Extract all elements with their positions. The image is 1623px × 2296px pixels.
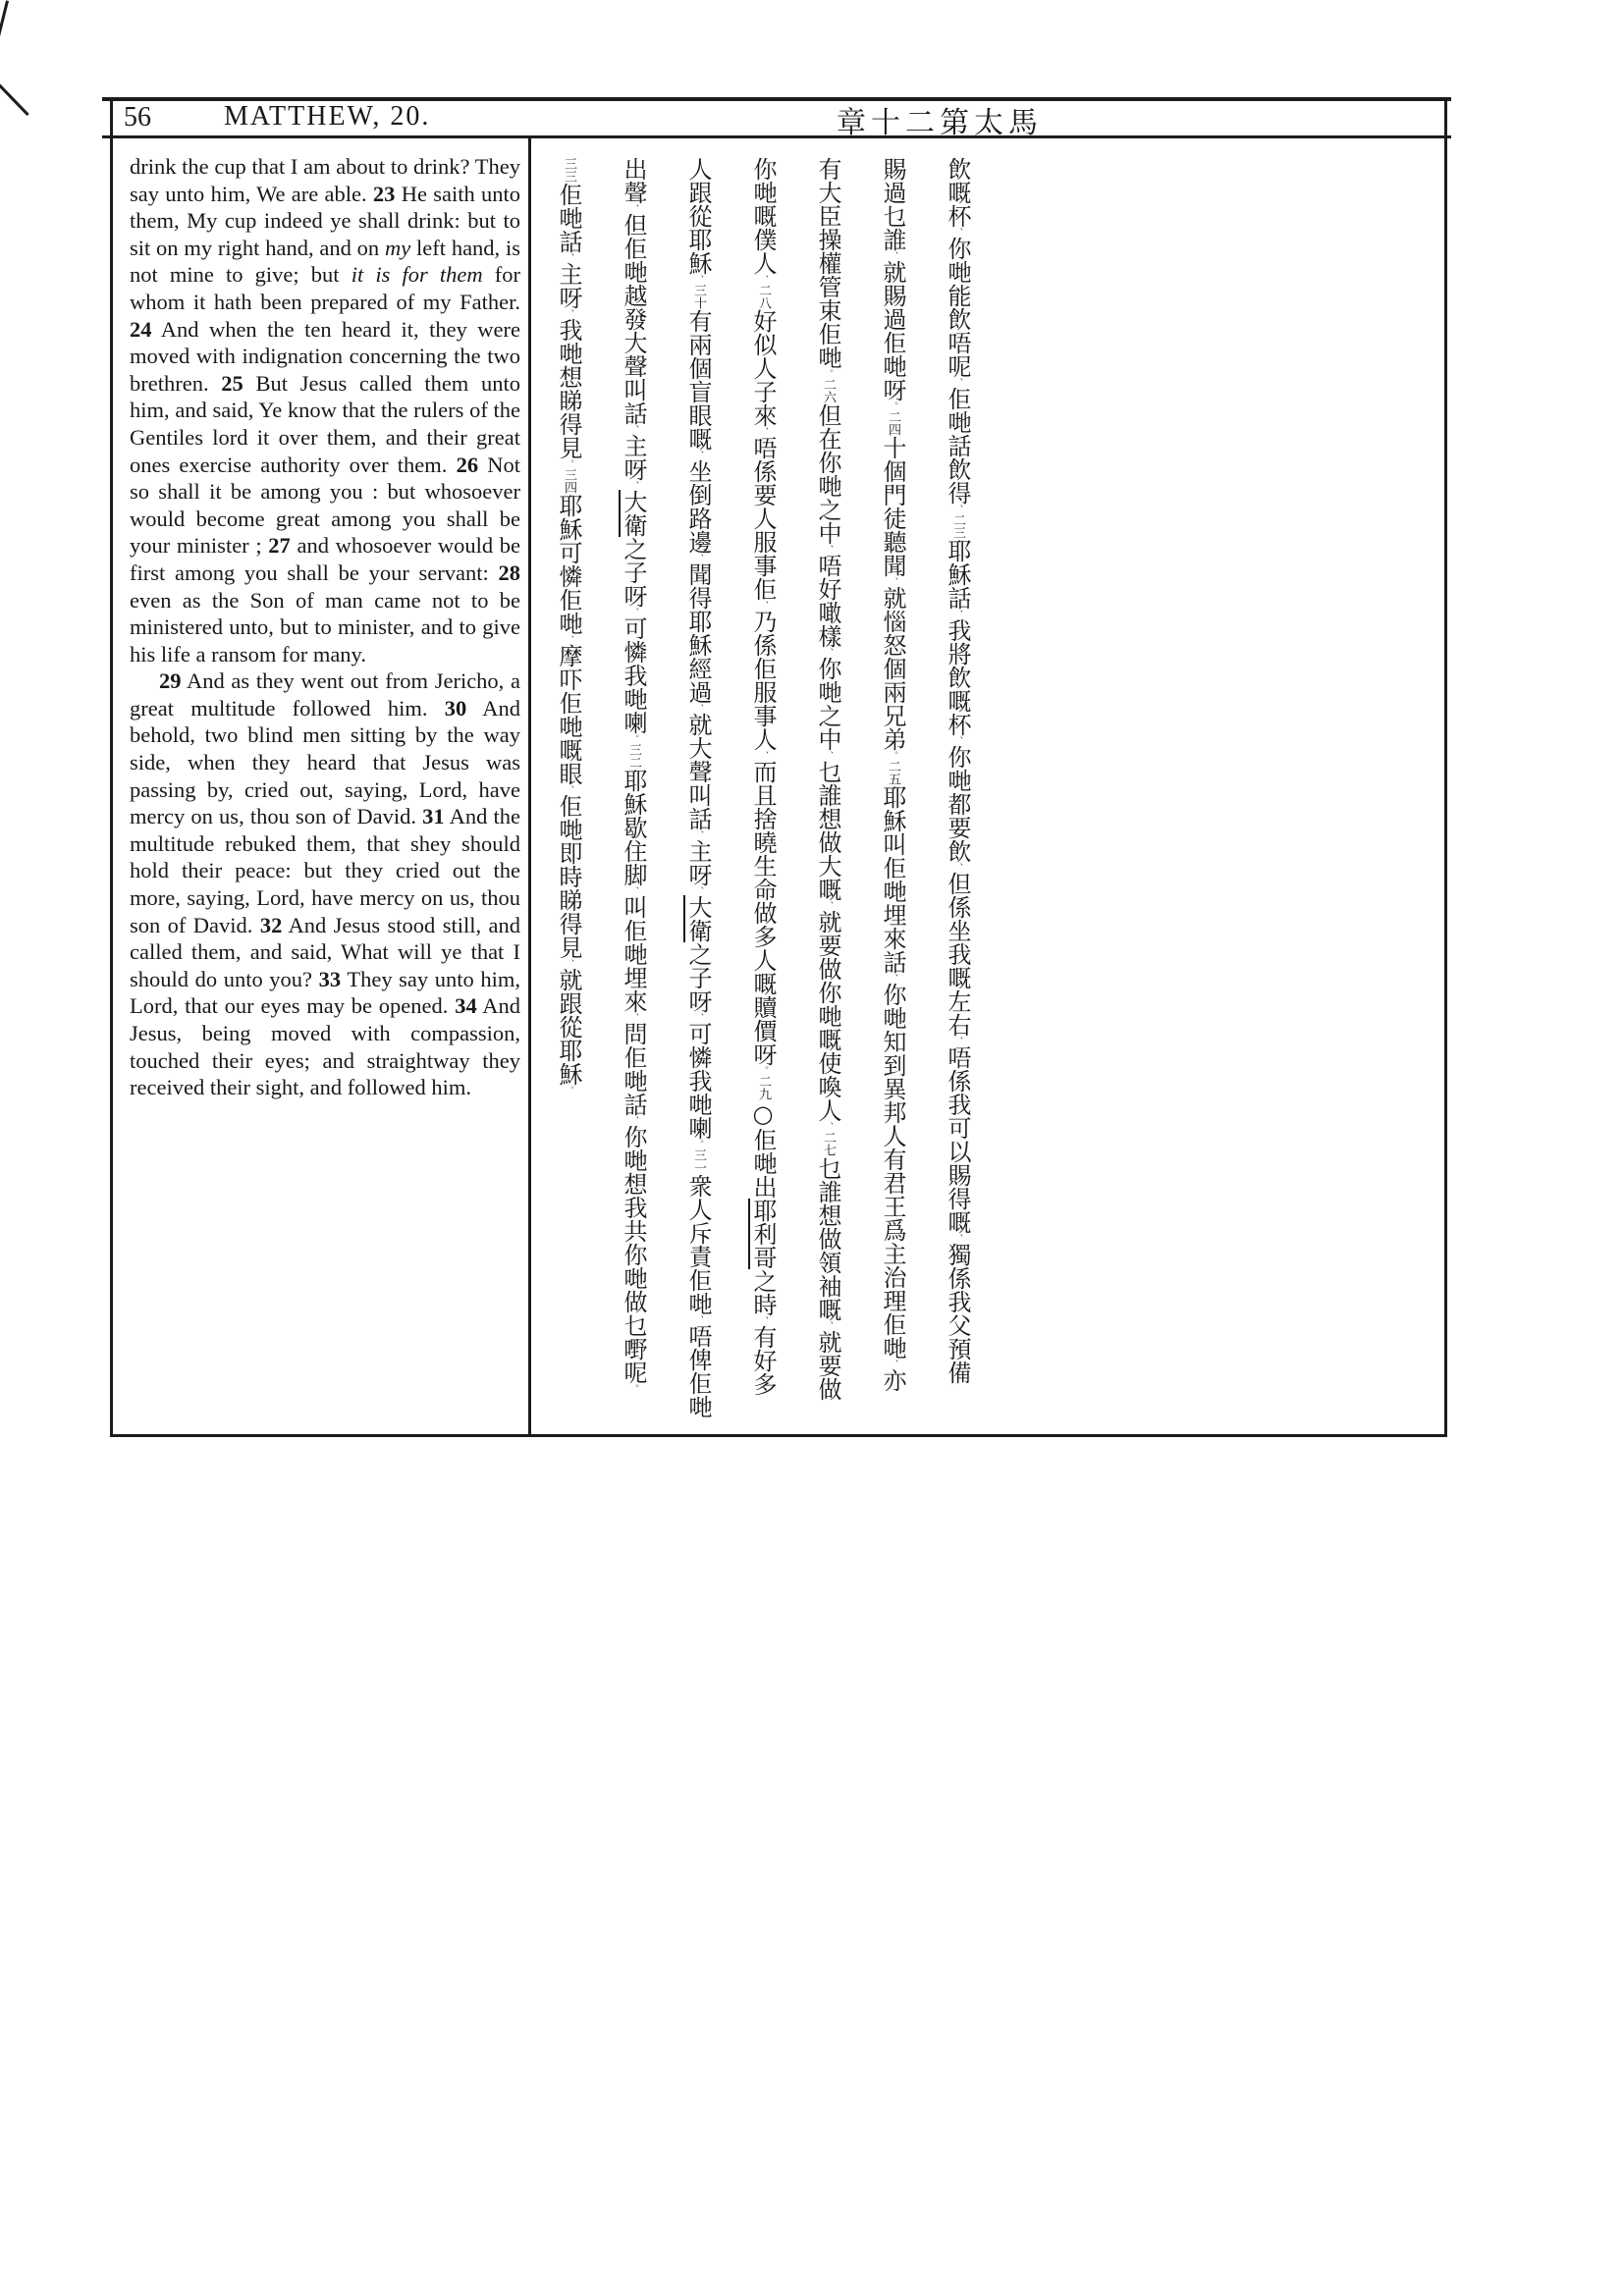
proper-noun-mark: 大衛 bbox=[684, 895, 712, 942]
punctuation: 、 bbox=[628, 1013, 638, 1022]
verse-number: 34 bbox=[455, 993, 477, 1019]
punctuation: 。 bbox=[888, 751, 897, 760]
punctuation: 。 bbox=[628, 734, 638, 743]
punctuation: 、 bbox=[952, 1234, 962, 1243]
punctuation: 、 bbox=[888, 251, 897, 260]
english-run: And Jesus, being moved with compassion, touched their eyes; and straightway they received their sight, and followed him. bbox=[130, 993, 520, 1100]
punctuation: 、 bbox=[758, 275, 768, 284]
punctuation: 。 bbox=[628, 1384, 638, 1393]
english-run: He saith unto them, My cup indeed ye shall drink: but to sit on my right hand, and on bbox=[130, 181, 521, 260]
column-divider-line bbox=[528, 135, 531, 1437]
english-run: And Jesus stood still, and called them, and said, What will ye that I should do unto you? bbox=[130, 912, 520, 991]
english-run: And when the ten heard it, they were moved with indignation concerning the two brethren. bbox=[130, 316, 520, 396]
verse-number-note: 二六 bbox=[821, 378, 836, 403]
punctuation: 。 bbox=[888, 401, 897, 410]
punctuation: 、 bbox=[952, 378, 962, 387]
punctuation: 、 bbox=[823, 1321, 833, 1330]
english-run: it is for them bbox=[351, 262, 483, 288]
punctuation: 、 bbox=[952, 863, 962, 872]
punctuation: 、 bbox=[564, 253, 573, 262]
english-run: They say unto him, Lord, that our eyes may be opened. bbox=[130, 966, 520, 1019]
punctuation: 、 bbox=[628, 425, 638, 434]
verse-number-note: 二三 bbox=[950, 513, 965, 539]
chinese-column: 出聲、但佢哋越發大聲叫話、主呀、大衛之子呀、可憐我哋喇。三二耶穌歇住脚、叫佢哋埋來、問佢哋話、你哋想我共你哋做乜嘢呢。 bbox=[620, 157, 647, 1393]
punctuation: 、 bbox=[823, 1122, 833, 1131]
verse-number-note: 二九 bbox=[756, 1075, 771, 1100]
english-run: left hand, is not mine to give; but bbox=[130, 235, 520, 288]
punctuation: 、 bbox=[628, 608, 638, 616]
verse-number-note: 二八 bbox=[756, 284, 771, 309]
punctuation: 、 bbox=[693, 554, 703, 562]
english-run: even as the Son of man came not to be ministered unto, but to minister, and to give his life a ransom for many. bbox=[130, 587, 520, 667]
verse-number: 31 bbox=[422, 804, 445, 829]
punctuation: 、 bbox=[888, 577, 897, 586]
punctuation: 、 bbox=[952, 736, 962, 745]
punctuation: 、 bbox=[758, 427, 768, 436]
verse-number-note: 三十 bbox=[691, 284, 706, 309]
proper-noun-mark: 耶利哥 bbox=[749, 1199, 777, 1269]
chinese-column: 賜過乜誰、就賜過佢哋呀。二四十個門徒聽聞、就惱怒個兩兄弟。二五耶穌叫佢哋埋來話、你哋知到異邦人有君王爲主治理佢哋、亦 bbox=[879, 157, 906, 1392]
verse-number: 23 bbox=[372, 181, 396, 206]
verse-number: 28 bbox=[498, 560, 520, 585]
punctuation: 、 bbox=[628, 481, 638, 490]
english-run: And as they went out from Jericho, a great multitude followed him. bbox=[130, 668, 520, 721]
page-number: 56 bbox=[124, 102, 151, 133]
verse-number-note: 三一 bbox=[691, 1148, 706, 1174]
running-head-english: MATTHEW, 20. bbox=[224, 101, 431, 132]
punctuation: 。 bbox=[564, 459, 573, 468]
punctuation: 、 bbox=[952, 1037, 962, 1045]
punctuation: 、 bbox=[823, 751, 833, 760]
verse-number: 26 bbox=[456, 452, 479, 477]
verse-number: 25 bbox=[221, 370, 243, 396]
punctuation: 、 bbox=[823, 545, 833, 554]
verse-number: 29 bbox=[159, 668, 182, 694]
punctuation: 、 bbox=[628, 1116, 638, 1125]
punctuation: 、 bbox=[823, 648, 833, 657]
chinese-column: 飲嘅杯、你哋能飲唔呢、佢哋話飲得、二三耶穌話、我將飲嘅杯、你哋都要飲、但係坐我嘅左右、唔係我可以賜得嘅、獨係我父預備 bbox=[944, 157, 971, 1384]
english-paragraph bbox=[130, 667, 520, 1101]
punctuation: 、 bbox=[952, 610, 962, 618]
proper-noun-mark: 大衛 bbox=[620, 490, 647, 537]
punctuation: 、 bbox=[758, 751, 768, 760]
page-curl-mark-left bbox=[0, 0, 9, 48]
punctuation: 、 bbox=[693, 451, 703, 459]
page-curl-mark-right bbox=[0, 59, 29, 116]
verse-number-note: 二五 bbox=[886, 760, 900, 785]
punctuation: 、 bbox=[758, 1316, 768, 1325]
punctuation: 、 bbox=[888, 974, 897, 983]
punctuation: 、 bbox=[564, 785, 573, 794]
english-run: my bbox=[384, 235, 411, 260]
chinese-column: 三三佢哋話、主呀、我哋想睇得見。三四耶穌可憐佢哋、摩吓佢哋嘅眼、佢哋即時睇得見、就跟從耶穌。 bbox=[555, 157, 582, 1095]
verse-number: 32 bbox=[259, 912, 283, 937]
punctuation: 、 bbox=[564, 635, 573, 644]
page-border-right bbox=[1444, 97, 1447, 1437]
chinese-text bbox=[536, 157, 990, 1441]
punctuation: 、 bbox=[823, 901, 833, 910]
english-run: drink the cup that I am about to drink? They say unto him, We are able. bbox=[130, 154, 520, 206]
english-run: for whom it hath been prepared of my Father. bbox=[130, 262, 520, 314]
punctuation: 。 bbox=[693, 1140, 703, 1148]
punctuation: 、 bbox=[952, 228, 962, 237]
verse-number-note: 二四 bbox=[886, 410, 900, 436]
verse-number: 30 bbox=[444, 695, 467, 721]
chinese-column: 人跟從耶穌、三十有兩個盲眼嘅、坐倒路邊、聞得耶穌經過、就大聲叫話、主呀、大衛之子呀、可憐我哋喇。三一衆人斥責佢哋、唔俾佢哋 bbox=[684, 157, 712, 1418]
punctuation: 。 bbox=[823, 369, 833, 378]
punctuation: 、 bbox=[693, 1013, 703, 1022]
verse-number-note: 三三 bbox=[562, 157, 576, 183]
punctuation: 、 bbox=[693, 886, 703, 895]
chinese-column: 有大臣操權管束佢哋。二六但在你哋之中、唔好噉樣、你哋之中、乜誰想做大嘅、就要做你哋嘅使喚人、二七乜誰想做領袖嘅、就要做 bbox=[814, 157, 841, 1401]
punctuation: 、 bbox=[628, 886, 638, 895]
english-run: Not so shall it be among you : but whosoever would become great among you shall be your minister ; bbox=[130, 452, 521, 559]
english-text bbox=[130, 153, 520, 1101]
punctuation: 、 bbox=[564, 309, 573, 318]
english-run: And the multitude rebuked them, that shey should hold their peace: but they cried out the more, saying, Lord, have mercy on us, thou son of David. bbox=[130, 804, 520, 937]
punctuation: 。 bbox=[564, 1086, 573, 1095]
english-run: But Jesus called them unto him, and said, Ye know that the rulers of the Gentiles lord it over them, and their great ones exercise authority over them. bbox=[130, 370, 521, 477]
punctuation: 、 bbox=[628, 204, 638, 213]
page-border-left bbox=[110, 97, 113, 1437]
verse-number: 24 bbox=[130, 316, 152, 342]
punctuation: 、 bbox=[564, 959, 573, 968]
punctuation: 、 bbox=[693, 830, 703, 839]
verse-number: 33 bbox=[318, 966, 342, 991]
punctuation: 、 bbox=[888, 1360, 897, 1368]
english-paragraph bbox=[130, 153, 520, 667]
english-run: and whosoever would be first among you shall be your servant: bbox=[130, 533, 520, 585]
punctuation: 、 bbox=[758, 601, 768, 610]
verse-number-note: 三四 bbox=[562, 468, 576, 494]
punctuation: 、 bbox=[952, 505, 962, 513]
punctuation: 、 bbox=[693, 1315, 703, 1324]
punctuation: 、 bbox=[693, 704, 703, 713]
running-head-chinese: 章十二第太馬 bbox=[837, 106, 1043, 140]
punctuation: 、 bbox=[693, 275, 703, 284]
verse-number-note: 三二 bbox=[626, 743, 641, 769]
english-run: And behold, two blind men sitting by the way side, when they heard that Jesus was passing by, cried out, saying, Lord, have mercy on us, thou son of David. bbox=[130, 695, 520, 829]
verse-number: 27 bbox=[268, 533, 291, 559]
chinese-column: 你哋嘅僕人、二八好似人子來、唔係要人服事佢、乃係佢服事人、而且捨曉生命做多人嘅贖價呀。二九○佢哋出耶利哥之時、有好多 bbox=[749, 157, 777, 1396]
punctuation: 。 bbox=[758, 1066, 768, 1075]
top-rule-lower bbox=[102, 135, 1451, 138]
verse-number-note: 二七 bbox=[821, 1131, 836, 1156]
